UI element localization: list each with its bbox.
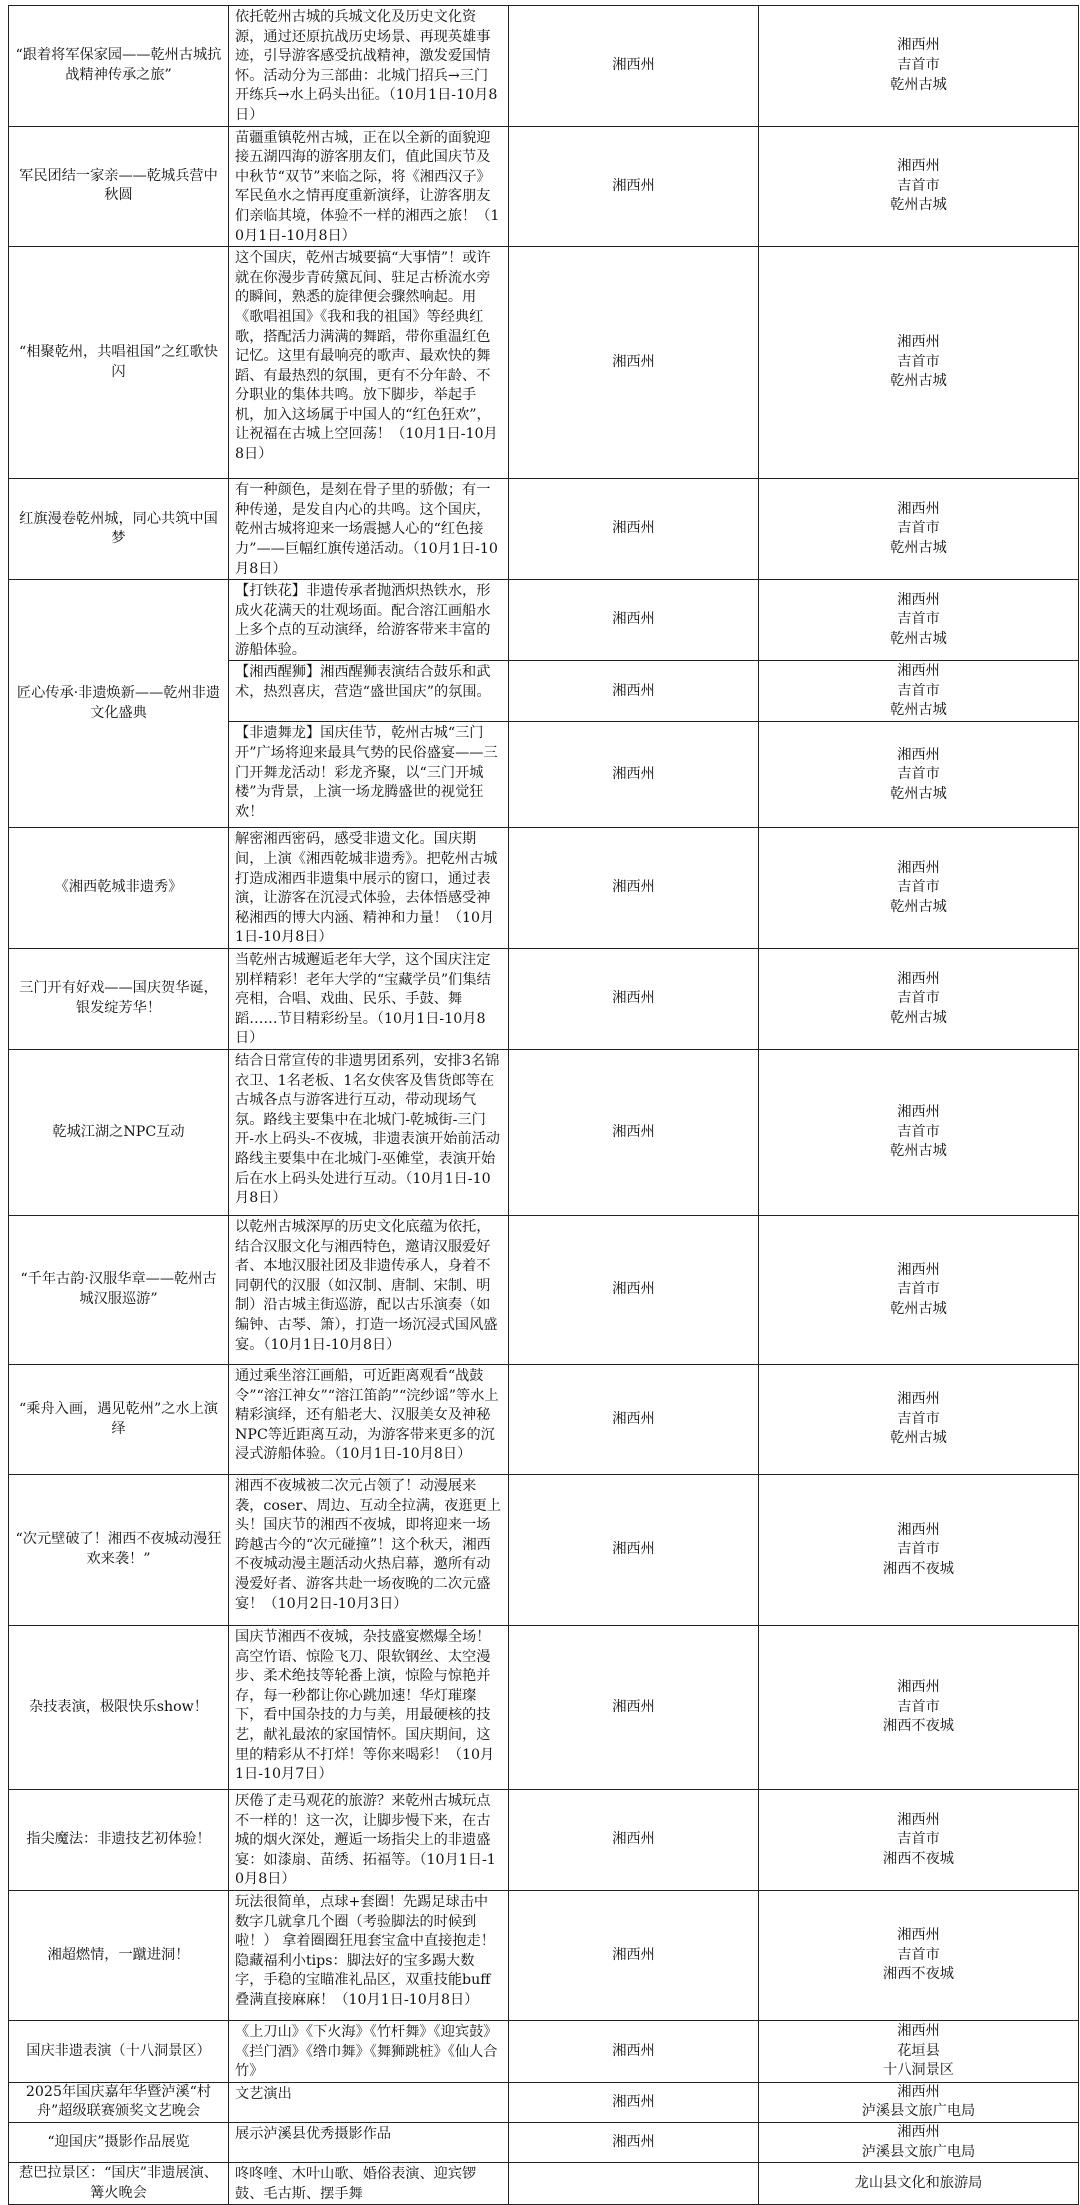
venue-line: 吉首市 <box>897 611 940 628</box>
venue-cell <box>759 479 1079 580</box>
venue-line: 湘西州 <box>897 1811 940 1828</box>
venue-line: 乾州古城 <box>890 899 947 916</box>
venue-line: 吉首市 <box>897 990 940 1007</box>
table-row <box>9 580 1079 661</box>
region-cell: 湘西州 <box>509 1890 759 2020</box>
venue-line: 十八洞景区 <box>883 2062 954 2079</box>
venue-cell <box>759 828 1079 949</box>
venue-line: 吉首市 <box>897 682 940 699</box>
venue-line: 湘西州 <box>897 663 940 680</box>
venue-line: 吉首市 <box>897 177 940 194</box>
table-row <box>9 2163 1079 2205</box>
venue-cell <box>759 1216 1079 1365</box>
table-row <box>9 6 1079 127</box>
venue-line: 湘西不夜城 <box>883 1966 954 1983</box>
region-cell: 湘西州 <box>509 1790 759 1891</box>
table-row <box>9 1216 1079 1365</box>
venue-line: 湘西州 <box>897 2083 940 2100</box>
venue-cell <box>759 1475 1079 1626</box>
venue-line: 湘西州 <box>897 1104 940 1121</box>
region-cell: 湘西州 <box>509 661 759 722</box>
venue-line: 乾州古城 <box>890 1300 947 1317</box>
activity-name: “相聚乾州，共唱祖国”之红歌快闪 <box>9 247 229 479</box>
region-cell: 湘西州 <box>509 126 759 247</box>
activity-description: 解密湘西密码，感受非遗文化。国庆期间，上演《湘西乾城非遗秀》。把乾州古城打造成湘西非遗集中展示的窗口，通过表演，让游客在沉浸式体验，去体悟感受神秘湘西的博大内涵、精神和力量！（10月1日-10月8日） <box>229 828 509 949</box>
venue-line: 湘西州 <box>897 334 940 351</box>
activity-description: 【湘西醒狮】湘西醒狮表演结合鼓乐和武术，热烈喜庆，营造“盛世国庆”的氛围。 <box>229 661 509 722</box>
venue-cell <box>759 722 1079 828</box>
region-cell: 湘西州 <box>509 6 759 127</box>
table-row <box>9 1626 1079 1790</box>
venue-line: 乾州古城 <box>890 373 947 390</box>
activity-name: “千年古韵·汉服华章——乾州古城汉服巡游” <box>9 1216 229 1365</box>
venue-cell <box>759 580 1079 661</box>
table-row <box>9 949 1079 1050</box>
activity-name: 三门开有好戏——国庆贺华诞，银发绽芳华！ <box>9 949 229 1050</box>
table-row <box>9 2020 1079 2082</box>
activity-name: 杂技表演，极限快乐show！ <box>9 1626 229 1790</box>
venue-line: 湘西不夜城 <box>883 1850 954 1867</box>
venue-cell <box>759 2122 1079 2162</box>
venue-line: 吉首市 <box>897 520 940 537</box>
activity-name: “次元壁破了！湘西不夜城动漫狂欢来袭！” <box>9 1475 229 1626</box>
venue-cell <box>759 247 1079 479</box>
venue-cell <box>759 1050 1079 1216</box>
activity-name: 指尖魔法：非遗技艺初体验！ <box>9 1790 229 1891</box>
venue-cell <box>759 1365 1079 1475</box>
venue-cell <box>759 1626 1079 1790</box>
venue-line: 湘西州 <box>897 37 940 54</box>
venue-line: 湘西州 <box>897 1521 940 1538</box>
venue-line: 吉首市 <box>897 353 940 370</box>
venue-line: 湘西州 <box>897 746 940 763</box>
venue-line: 乾州古城 <box>890 76 947 93</box>
venue-cell <box>759 661 1079 722</box>
venue-line: 吉首市 <box>897 56 940 73</box>
table-row <box>9 1790 1079 1891</box>
activity-description: 湘西不夜城被二次元占领了！动漫展来袭，coser、周边、互动全拉满，夜逛更上头！国庆节的湘西不夜城，即将迎来一场跨越古今的“次元碰撞”！这个秋天，湘西不夜城动漫主题活动火热启幕，邀所有动漫爱好者、游客共赴一场夜晚的二次元盛宴！（10月2日-10月3日） <box>229 1475 509 1626</box>
table-row <box>9 126 1079 247</box>
region-cell: 湘西州 <box>509 479 759 580</box>
venue-line: 吉首市 <box>897 879 940 896</box>
venue-line: 湘西州 <box>897 2123 940 2140</box>
venue-line: 吉首市 <box>897 1946 940 1963</box>
activity-description: 咚咚喹、木叶山歌、婚俗表演、迎宾锣鼓、毛古斯、摆手舞 <box>229 2163 509 2205</box>
venue-line: 湘西州 <box>897 1679 940 1696</box>
venue-line: 吉首市 <box>897 1541 940 1558</box>
activity-description: 依托乾州古城的兵城文化及历史文化资源，通过还原抗战历史场景、再现英雄事迹，引导游客感受抗战精神，激发爱国情怀。活动分为三部曲：北城门招兵→三门开练兵→水上码头出征。（10月1日-10月8日） <box>229 6 509 127</box>
region-cell <box>509 2163 759 2205</box>
activity-name: 湘超燃情，一蹴进洞！ <box>9 1890 229 2020</box>
venue-line: 吉首市 <box>897 1123 940 1140</box>
table-row <box>9 1365 1079 1475</box>
activity-description: 以乾州古城深厚的历史文化底蕴为依托，结合汉服文化与湘西特色，邀请汉服爱好者、本地汉服社团及非遗传承人，身着不同朝代的汉服（如汉制、唐制、宋制、明制）沿古城主街巡游，配以古乐演奏（如编钟、古琴、箫），打造一场沉浸式国风盛宴。（10月1日-10月8日） <box>229 1216 509 1365</box>
venue-line: 乾州古城 <box>890 1430 947 1447</box>
venue-cell <box>759 2020 1079 2082</box>
venue-line: 泸溪县文旅广电局 <box>861 2103 976 2120</box>
venue-line: 龙山县文化和旅游局 <box>854 2174 983 2191</box>
venue-line: 吉首市 <box>897 766 940 783</box>
region-cell: 湘西州 <box>509 1050 759 1216</box>
table-row <box>9 1890 1079 2020</box>
venue-line: 湘西州 <box>897 1927 940 1944</box>
region-cell: 湘西州 <box>509 1626 759 1790</box>
venue-line: 吉首市 <box>897 1281 940 1298</box>
venue-line: 吉首市 <box>897 1831 940 1848</box>
venue-cell <box>759 949 1079 1050</box>
venue-line: 乾州古城 <box>890 631 947 648</box>
activity-name: 惹巴拉景区：“国庆”非遗展演、篝火晚会 <box>9 2163 229 2205</box>
activity-name: “跟着将军保家园——乾州古城抗战精神传承之旅” <box>9 6 229 127</box>
venue-line: 湘西州 <box>897 157 940 174</box>
venue-line: 泸溪县文旅广电局 <box>861 2143 976 2160</box>
activity-name: 《湘西乾城非遗秀》 <box>9 828 229 949</box>
activity-description: 通过乘坐溶江画船，可近距离观看“战鼓令”“溶江神女”“溶江笛韵”“浣纱谣”等水上精彩演绎，还有船老大、汉服美女及神秘NPC等近距离互动，为游客带来更多的沉浸式游船体验。（10月1日-10月8日） <box>229 1365 509 1475</box>
activity-description: 玩法很简单，点球+套圈！先踢足球击中数字几就拿几个圈（考验脚法的时候到啦！） 拿着圈圈狂甩套宝盒中直接抱走！隐藏福利小tips：脚法好的宝多踢大数字，手稳的宝瞄准礼品区，双重技能buff叠满直接麻麻！（10月1日-10月8日） <box>229 1890 509 2020</box>
venue-line: 湘西州 <box>897 2022 940 2039</box>
region-cell: 湘西州 <box>509 2082 759 2122</box>
venue-cell <box>759 2163 1079 2205</box>
region-cell: 湘西州 <box>509 828 759 949</box>
activity-description: 苗疆重镇乾州古城，正在以全新的面貌迎接五湖四海的游客朋友们，值此国庆节及中秋节“双节”来临之际，将《湘西汉子》军民鱼水之情再度重新演绎，让游客朋友们亲临其境，体验不一样的湘西之旅！（10月1日-10月8日） <box>229 126 509 247</box>
venue-line: 湘西州 <box>897 1261 940 1278</box>
activity-name: 军民团结一家亲——乾城兵营中秋圆 <box>9 126 229 247</box>
venue-line: 乾州古城 <box>890 197 947 214</box>
table-row <box>9 828 1079 949</box>
table-row <box>9 1050 1079 1216</box>
activity-description: 【打铁花】非遗传承者抛洒炽热铁水，形成火花满天的壮观场面。配合溶江画船水上多个点的互动演绎，给游客带来丰富的游船体验。 <box>229 580 509 661</box>
activity-description: 厌倦了走马观花的旅游？来乾州古城玩点不一样的！这一次，让脚步慢下来，在古城的烟火深处，邂逅一场指尖上的非遗盛宴：如漆扇、苗绣、拓福等。（10月1日-10月8日） <box>229 1790 509 1891</box>
region-cell: 湘西州 <box>509 580 759 661</box>
region-cell: 湘西州 <box>509 722 759 828</box>
venue-cell <box>759 1890 1079 2020</box>
region-cell: 湘西州 <box>509 949 759 1050</box>
activity-description: 《上刀山》《下火海》《竹杆舞》《迎宾鼓》《拦门酒》《绺巾舞》《舞狮跳桩》《仙人合竹》 <box>229 2020 509 2082</box>
venue-cell <box>759 126 1079 247</box>
venue-line: 湘西州 <box>897 859 940 876</box>
table-row <box>9 1475 1079 1626</box>
activity-description: 有一种颜色，是刻在骨子里的骄傲；有一种传递，是发自内心的共鸣。这个国庆，乾州古城将迎来一场震撼人心的“红色接力”——巨幅红旗传递活动。（10月1日-10月8日） <box>229 479 509 580</box>
activity-description: 【非遗舞龙】国庆佳节，乾州古城“三门开”广场将迎来最具气势的民俗盛宴——三门开舞龙活动！彩龙齐聚，以“三门开城楼”为背景，上演一场龙腾盛世的视觉狂欢！ <box>229 722 509 828</box>
activity-name: 匠心传承·非遗焕新——乾州非遗文化盛典 <box>9 580 229 828</box>
activity-table <box>8 5 1079 2205</box>
activity-description: 当乾州古城邂逅老年大学，这个国庆注定别样精彩！老年大学的“宝藏学员”们集结亮相，合唱、戏曲、民乐、手鼓、舞蹈……节目精彩纷呈。（10月1日-10月8日） <box>229 949 509 1050</box>
venue-line: 吉首市 <box>897 1698 940 1715</box>
venue-cell <box>759 2082 1079 2122</box>
region-cell: 湘西州 <box>509 2122 759 2162</box>
venue-line: 湘西州 <box>897 591 940 608</box>
region-cell: 湘西州 <box>509 1475 759 1626</box>
activity-description: 这个国庆，乾州古城要搞“大事情”！或许就在你漫步青砖黛瓦间、驻足古桥流水旁的瞬间，熟悉的旋律便会骤然响起。用《歌唱祖国》《我和我的祖国》等经典红歌，搭配活力满满的舞蹈，带你重温红色记忆。这里有最响亮的歌声、最欢快的舞蹈、有最热烈的氛围，更有不分年龄、不分职业的集体共鸣。放下脚步，举起手机，加入这场属于中国人的“红色狂欢”，让祝福在古城上空回荡！（10月1日-10月8日） <box>229 247 509 479</box>
activity-name: 国庆非遗表演（十八洞景区） <box>9 2020 229 2082</box>
venue-line: 湘西州 <box>897 970 940 987</box>
activity-name: 红旗漫卷乾州城，同心共筑中国梦 <box>9 479 229 580</box>
table-row <box>9 247 1079 479</box>
venue-line: 乾州古城 <box>890 785 947 802</box>
activity-name: “乘舟入画，遇见乾州”之水上演绎 <box>9 1365 229 1475</box>
activity-description: 展示泸溪县优秀摄影作品 <box>229 2122 509 2162</box>
activity-description: 国庆节湘西不夜城，杂技盛宴燃爆全场！高空竹语、惊险飞刀、限软钢丝、太空漫步、柔术绝技等轮番上演，惊险与惊艳并存，每一秒都让你心跳加速！华灯璀璨下，看中国杂技的力与美，用最硬核的技艺，献礼最浓的家国情怀。国庆期间，这里的精彩从不打烊！等你来喝彩！（10月1日-10月7日） <box>229 1626 509 1790</box>
venue-line: 湘西州 <box>897 1391 940 1408</box>
venue-cell <box>759 1790 1079 1891</box>
venue-line: 乾州古城 <box>890 1143 947 1160</box>
venue-line: 吉首市 <box>897 1410 940 1427</box>
venue-cell <box>759 6 1079 127</box>
venue-line: 湘西州 <box>897 500 940 517</box>
region-cell: 湘西州 <box>509 1365 759 1475</box>
venue-line: 乾州古城 <box>890 1009 947 1026</box>
venue-line: 花垣县 <box>897 2042 940 2059</box>
table-row <box>9 479 1079 580</box>
venue-line: 乾州古城 <box>890 702 947 719</box>
activity-name: 乾城江湖之NPC互动 <box>9 1050 229 1216</box>
region-cell: 湘西州 <box>509 1216 759 1365</box>
venue-line: 湘西不夜城 <box>883 1718 954 1735</box>
activity-description: 文艺演出 <box>229 2082 509 2122</box>
table-row <box>9 2122 1079 2162</box>
venue-line: 湘西不夜城 <box>883 1560 954 1577</box>
activity-description: 结合日常宣传的非遗男团系列，安排3名锦衣卫、1名老板、1名女侠客及售货郎等在古城各点与游客进行互动，带动现场气氛。路线主要集中在北城门-乾城街-三门开-水上码头-不夜城，非遗表演开始前活动路线主要集中在北城门-巫傩堂，表演开始后在水上码头处进行互动。（10月1日-10月8日） <box>229 1050 509 1216</box>
region-cell: 湘西州 <box>509 247 759 479</box>
activity-name: “迎国庆”摄影作品展览 <box>9 2122 229 2162</box>
activity-name: 2025年国庆嘉年华暨泸溪“村舟”超级联赛颁奖文艺晚会 <box>9 2082 229 2122</box>
table-row <box>9 2082 1079 2122</box>
region-cell: 湘西州 <box>509 2020 759 2082</box>
venue-line: 乾州古城 <box>890 539 947 556</box>
